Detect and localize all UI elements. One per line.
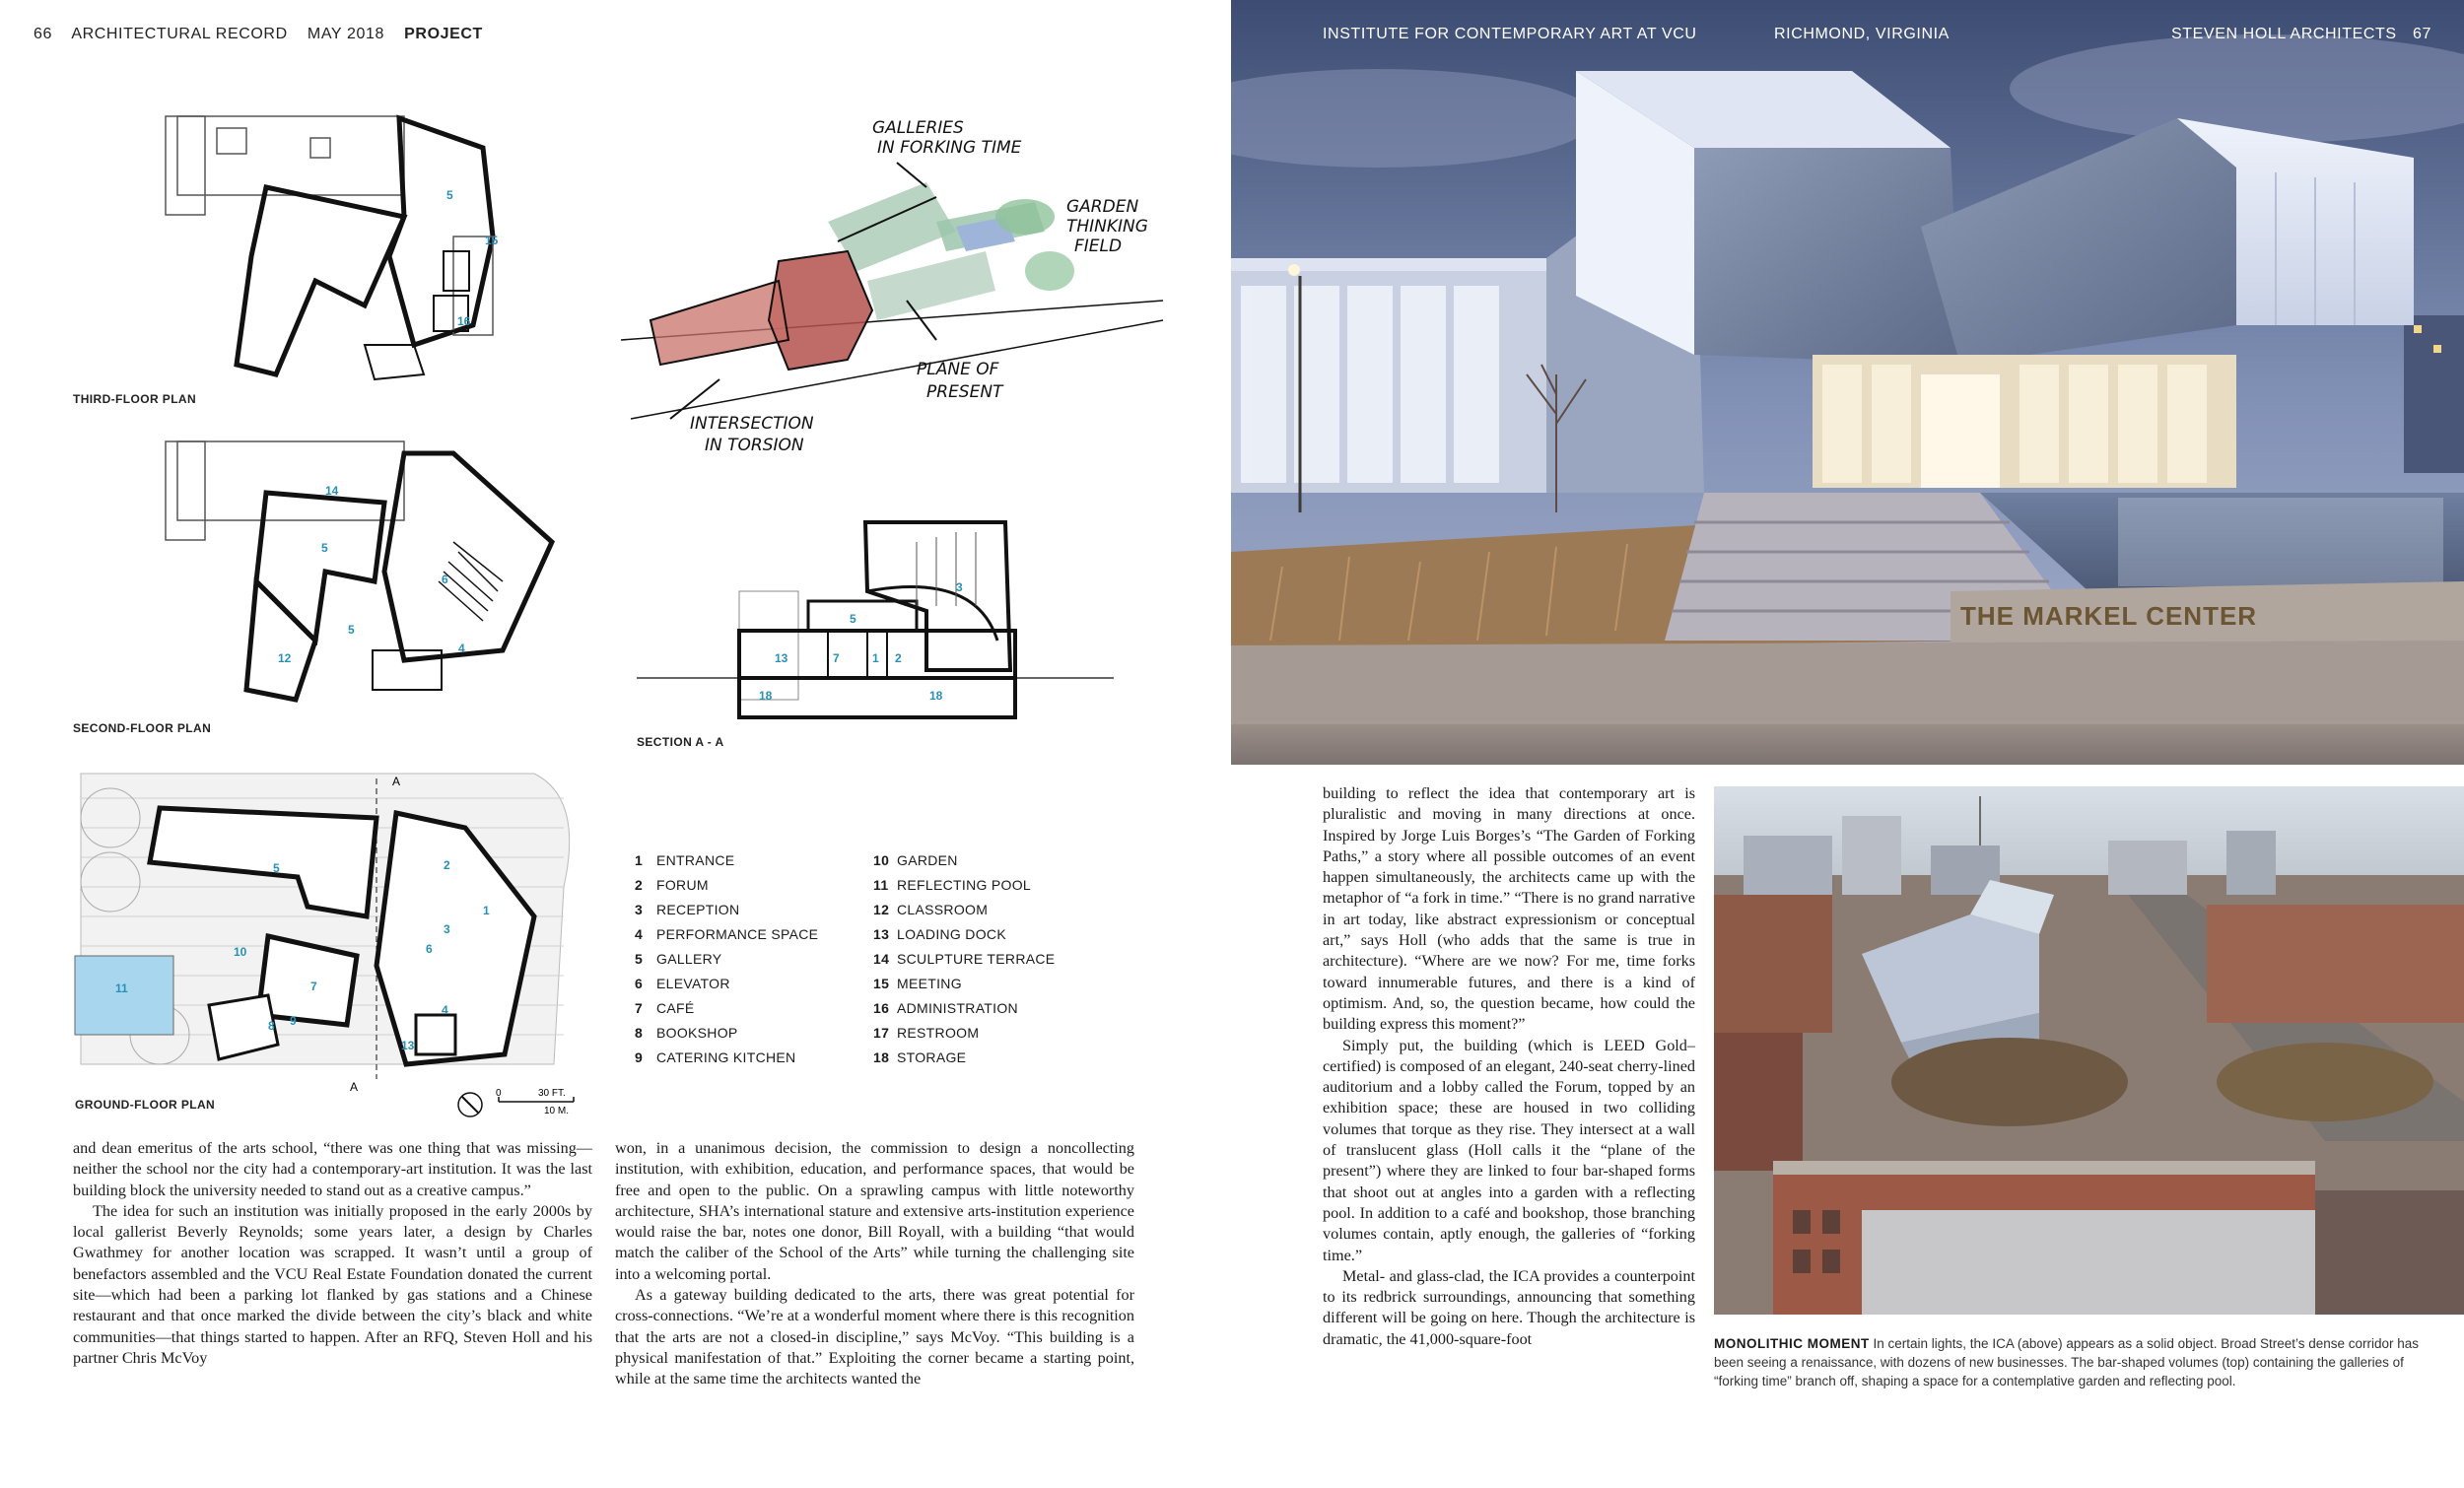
right-architect: STEVEN HOLL ARCHITECTS xyxy=(2171,26,2397,42)
photo-caption xyxy=(1714,1334,2448,1390)
sec-num-5: 5 xyxy=(850,612,856,626)
sf-num-6: 6 xyxy=(442,573,448,586)
legend-item: 13 LOADING DOCK xyxy=(873,925,1006,942)
legend-left xyxy=(635,847,818,1069)
legend-item: 14 SCULPTURE TERRACE xyxy=(873,950,1056,967)
section-name: PROJECT xyxy=(404,26,483,42)
sec-num-2: 2 xyxy=(895,651,902,665)
left-page-number: 66 xyxy=(34,26,52,42)
section-marker-top: A xyxy=(392,775,401,788)
scale-ft: 30 FT. xyxy=(538,1088,566,1099)
sketch-note-torsion: IN TORSION xyxy=(705,436,804,455)
caption-head: MONOLITHIC MOMENT xyxy=(1714,1336,1870,1351)
concept-sketch xyxy=(611,103,1173,488)
gf-num-9: 9 xyxy=(290,1014,297,1028)
second-floor-plan-label: SECOND-FLOOR PLAN xyxy=(73,721,212,735)
sketch-note-present: PRESENT xyxy=(926,382,1003,402)
ground-floor-plan-label: GROUND-FLOOR PLAN xyxy=(75,1098,216,1112)
sf-num-5a: 5 xyxy=(321,541,328,555)
legend-item: 6 ELEVATOR xyxy=(635,975,730,991)
tf-num-16: 16 xyxy=(457,314,471,328)
sketch-note-field: FIELD xyxy=(1074,237,1123,256)
gf-num-13: 13 xyxy=(401,1039,415,1052)
col2-paragraph-2: As a gateway building dedicated to the arts, there was great potential for cross-connections. “We’re at a wonderful moment where there is this recognition that the arts are not a closed-in discipline,” says McVoy. “This building is a physical manifestation of that.” Exploiting the corner became a starting point, while at the same time the architects wanted the xyxy=(615,1286,1134,1388)
legend-item: 10 GARDEN xyxy=(873,851,958,868)
legend-item: 17 RESTROOM xyxy=(873,1024,980,1041)
gf-num-11: 11 xyxy=(115,981,128,995)
scale-bar xyxy=(495,1088,583,1119)
publication-name: ARCHITECTURAL RECORD xyxy=(71,26,288,42)
gf-num-5: 5 xyxy=(273,861,280,875)
right-location: RICHMOND, VIRGINIA xyxy=(1774,26,1950,42)
ground-floor-plan xyxy=(71,769,583,1104)
sketch-note-galleries: GALLERIES xyxy=(872,118,964,138)
col2-paragraph-1: won, in a unanimous decision, the commission to design a noncollecting institution, with exhibition, education, and performance spaces, that would be free and open to the public. On a sprawling campus with little noteworthy architecture, SHA’s international stature and extensive arts-institution experience would raise the bar, notes one donor, Bill Royall, with a building “that would match the caliber of the School of the Arts” while turning the challenging site into a welcoming portal. xyxy=(615,1139,1134,1283)
sketch-note-thinking: THINKING xyxy=(1066,217,1148,237)
scale-m: 10 M. xyxy=(544,1106,570,1116)
right-page-number: 67 xyxy=(2413,26,2431,42)
gf-num-8: 8 xyxy=(268,1019,275,1033)
sec-num-3: 3 xyxy=(956,580,963,594)
legend-item: 8 BOOKSHOP xyxy=(635,1024,738,1041)
legend-item: 4 PERFORMANCE SPACE xyxy=(635,925,819,942)
left-running-header xyxy=(34,26,483,43)
gf-num-3: 3 xyxy=(444,922,450,936)
right-project-title: INSTITUTE FOR CONTEMPORARY ART AT VCU xyxy=(1323,26,1697,42)
issue-date: MAY 2018 xyxy=(307,26,384,42)
caption-body: In certain lights, the ICA (above) appears as a solid object. Broad Street’s dense corridor has been seeing a renaissance, with dozens of new businesses. The bar-shaped volumes (top) containing the galleries of “forking time” branch off, shaping a space for a contemplative garden and reflecting pool. xyxy=(1714,1336,2420,1388)
tf-num-5: 5 xyxy=(446,188,453,202)
gf-num-4: 4 xyxy=(442,1003,448,1017)
col3-paragraph-2: Simply put, the building (which is LEED Gold–certified) is composed of an elegant, 240-seat cherry-lined auditorium and a lobby called the Forum, topped by an exhibition space; these are housed in two colliding volumes that torque as they rise. They intersect at a wall of translucent glass (Holl calls it the “plane of the present”) where they are linked to four bar-shaped forms that shoot out at angles into a garden with a reflecting pool. In addition to a café and bookshop, those branching volumes contain, aptly enough, the galleries of “forking time.” xyxy=(1323,1036,1695,1264)
article-column-3 xyxy=(1323,783,1695,1350)
col1-paragraph-1: and dean emeritus of the arts school, “there was one thing that was missing—neither the school nor the city had a contemporary-art institution. It was the last building block the university needed to stand out as a creative campus.” xyxy=(73,1139,592,1199)
sketch-note-forking-time: IN FORKING TIME xyxy=(877,138,1022,158)
sf-num-14: 14 xyxy=(325,484,339,498)
col3-paragraph-3: Metal- and glass-clad, the ICA provides a counterpoint to its redbrick surroundings, announcing that something different will be going on here. Though the architecture is dramatic, the 41,000-square-foot xyxy=(1323,1266,1695,1348)
legend-item: 2 FORUM xyxy=(635,876,709,893)
gf-num-7: 7 xyxy=(310,980,317,993)
sec-num-13: 13 xyxy=(775,651,788,665)
aerial-photo xyxy=(1714,786,2464,1315)
north-arrow-icon xyxy=(455,1090,485,1119)
sketch-note-plane-of: PLANE OF xyxy=(917,360,999,379)
legend-item: 7 CAFÉ xyxy=(635,999,695,1016)
sketch-note-intersection: INTERSECTION xyxy=(690,414,814,434)
legend-item: 11 REFLECTING POOL xyxy=(873,876,1031,893)
gf-num-2: 2 xyxy=(444,858,450,872)
hero-photo xyxy=(1231,0,2464,765)
legend-item: 5 GALLERY xyxy=(635,950,722,967)
legend-item: 18 STORAGE xyxy=(873,1048,967,1065)
sec-num-7: 7 xyxy=(833,651,840,665)
legend-item: 9 CATERING KITCHEN xyxy=(635,1048,796,1065)
third-floor-plan-label: THIRD-FLOOR PLAN xyxy=(73,392,197,406)
sec-num-1: 1 xyxy=(872,651,879,665)
section-marker-bottom: A xyxy=(350,1080,359,1094)
sec-num-18a: 18 xyxy=(759,689,773,703)
legend-item: 12 CLASSROOM xyxy=(873,901,989,917)
sketch-note-garden: GARDEN xyxy=(1066,197,1139,217)
article-column-1 xyxy=(73,1138,592,1369)
tf-num-15: 15 xyxy=(485,234,499,247)
second-floor-plan xyxy=(158,434,582,710)
legend-item: 15 MEETING xyxy=(873,975,962,991)
sf-num-12: 12 xyxy=(278,651,292,665)
third-floor-plan xyxy=(158,108,572,384)
col3-paragraph-1: building to reflect the idea that contemporary art is pluralistic and moving in many directions at once. Inspired by Jorge Luis Borges’s “The Garden of Forking Paths,” a story where all possible outcomes of an event happen simultaneously, the architects came up with the metaphor of “a fork in time.” “There is no grand narrative in art today, like abstract expressionism or conceptual art,” says Holl (who adds that the same is true in architecture). “Where are we now? For me, time forks toward innumerable futures, and there is a kind of optimism. And, so, the question became, how could the building express this moment?” xyxy=(1323,784,1695,1034)
gf-num-1: 1 xyxy=(483,904,490,917)
gf-num-10: 10 xyxy=(234,945,247,959)
section-a-a xyxy=(631,512,1124,729)
legend-item: 3 RECEPTION xyxy=(635,901,740,917)
sf-num-4: 4 xyxy=(458,642,465,655)
legend-right xyxy=(873,847,1055,1069)
legend-item: 1 ENTRANCE xyxy=(635,851,735,868)
section-label: SECTION A - A xyxy=(637,735,724,749)
col1-paragraph-2: The idea for such an institution was initially proposed in the early 2000s by local gallerist Beverly Reynolds; some years later, a design by Charles Gwathmey for another location was scrapped. It wasn’t until a group of benefactors assembled and the VCU Real Estate Foundation donated the current site—which had been a parking lot flanked by gas stations and a Chinese restaurant and that once marked the divide between the city’s black and white communities—that things started to happen. After an RFQ, Steven Holl and his partner Chris McVoy xyxy=(73,1201,592,1367)
gf-num-6: 6 xyxy=(426,942,433,956)
legend-item: 16 ADMINISTRATION xyxy=(873,999,1018,1016)
sec-num-18b: 18 xyxy=(929,689,943,703)
markel-center-sign: THE MARKEL CENTER xyxy=(1960,601,2258,631)
scale-zero: 0 xyxy=(496,1088,502,1099)
article-column-2 xyxy=(615,1138,1134,1390)
sf-num-5b: 5 xyxy=(348,623,355,637)
